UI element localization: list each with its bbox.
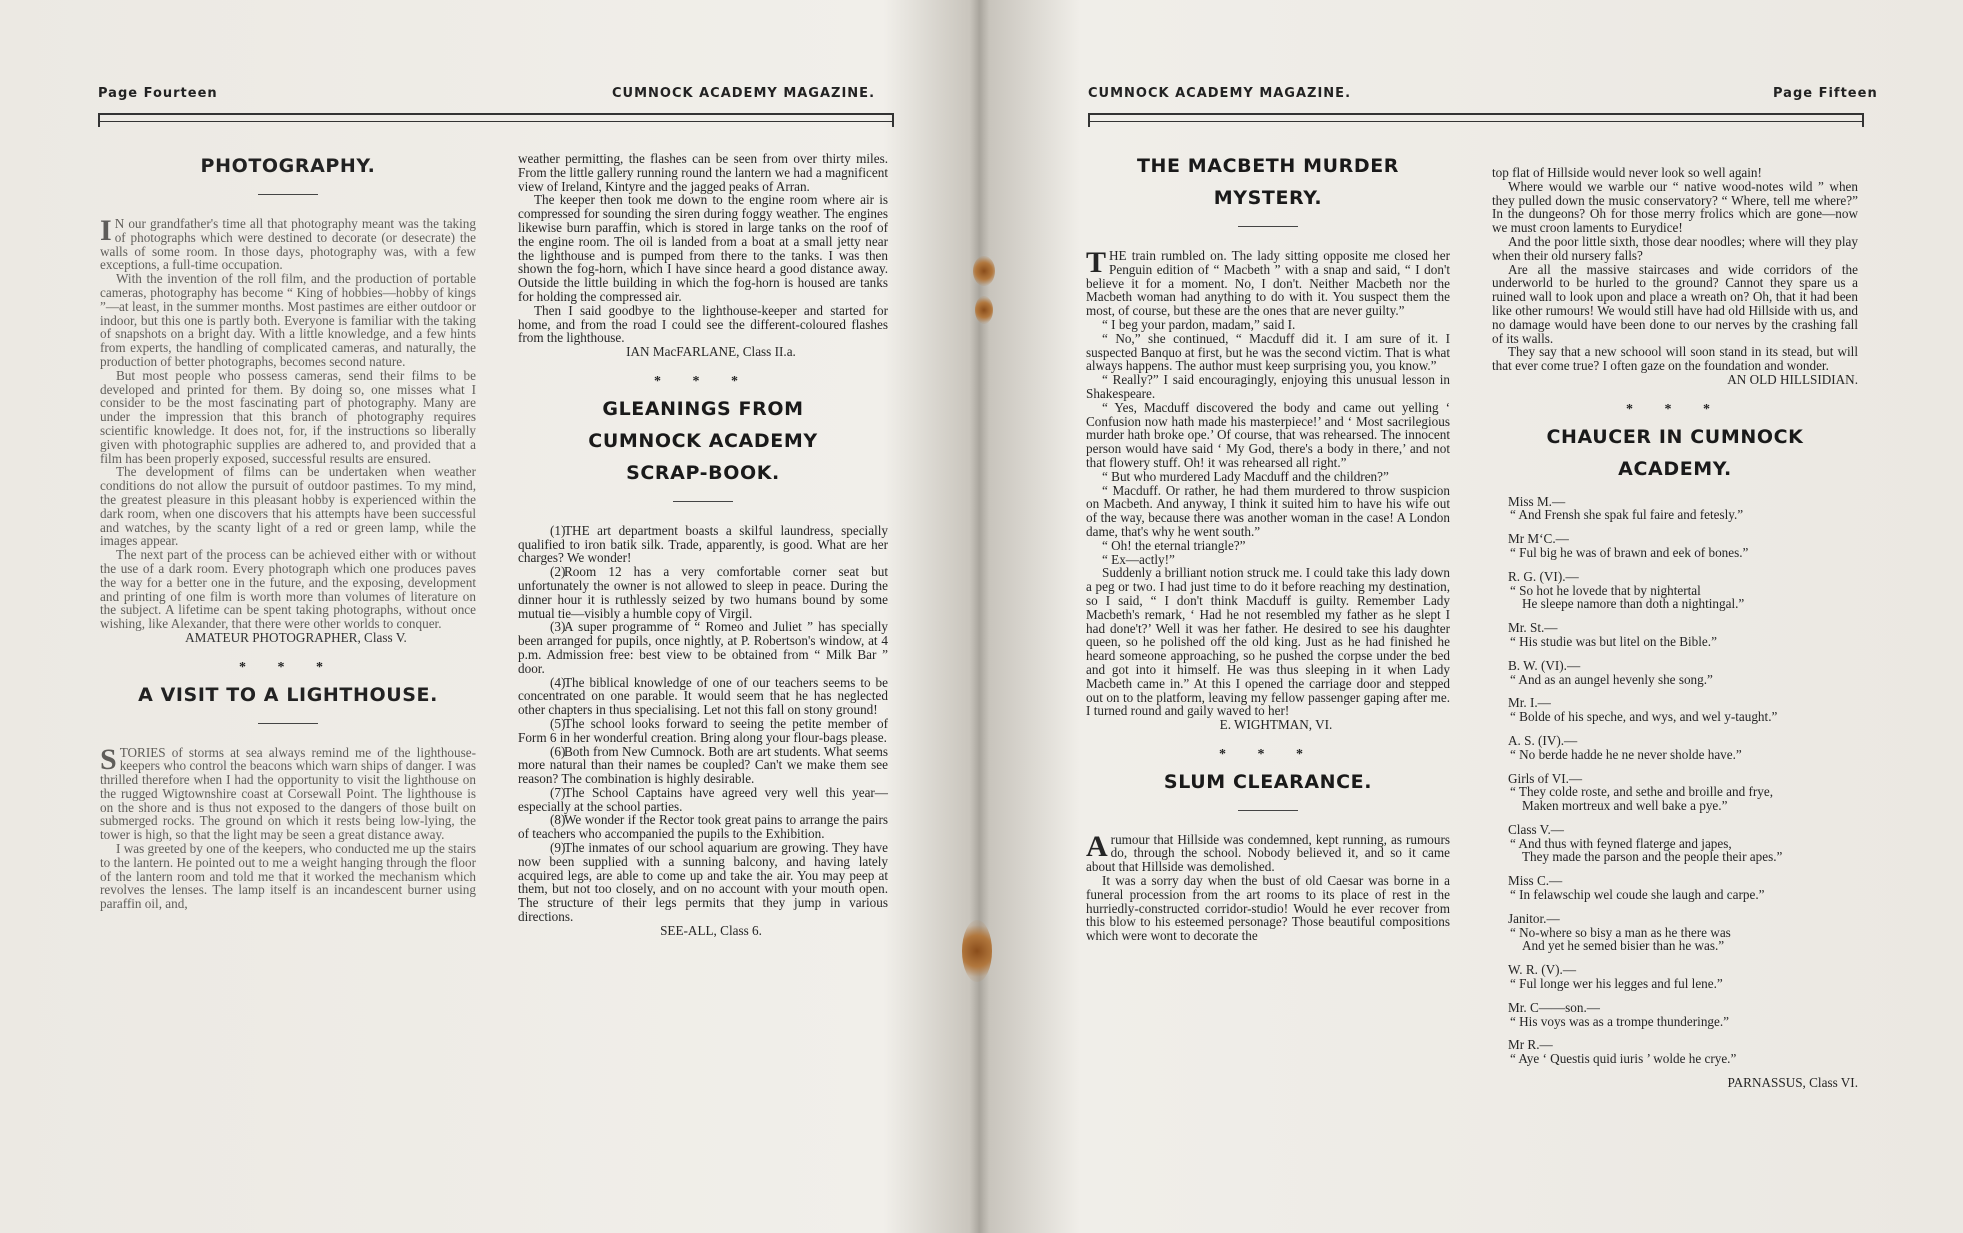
author-signature: AN OLD HILLSIDIAN.	[1727, 371, 1858, 387]
chaucer-entry	[1492, 495, 1858, 523]
paragraph: “ I beg your pardon, madam,” said I.	[1102, 316, 1296, 332]
gleaning-number: (5)	[550, 715, 566, 731]
paragraph: The development of films can be undertaken when weather conditions do not allow the pursuit of outdoor pastimes. To my mind, the greatest pleasure in this pleasant hobby is experienced within the dark room, when one discovers that his attempts have been successful and watches, by the scanty light of a red or green lamp, while the images appear.	[100, 464, 476, 549]
gleaning-text: Both from New Cumnock. Both are art students. What seems more natural than their names be coupled? Can't we make them see reason? The combination is highly desirable.	[518, 743, 888, 787]
author-signature: AMATEUR PHOTOGRAPHER, Class V.	[185, 629, 407, 645]
chaucer-subject: Miss C.—	[1508, 873, 1563, 889]
title-separator	[673, 501, 733, 502]
chaucer-entry	[1492, 823, 1858, 864]
chaucer-entry	[1492, 570, 1858, 611]
gleaning-text: THE art department boasts a skilful laundress, specially qualified to iron batik silk. Trade, apparently, is good. What are her charges? We wonder!	[518, 522, 888, 566]
chaucer-entry	[1492, 734, 1858, 762]
chaucer-quote-line: “ And as an aungel hevenly she song.”	[1510, 671, 1713, 687]
gleaning-item	[518, 745, 888, 786]
gleaning-item	[518, 620, 888, 675]
gleaning-number: (1)	[550, 522, 566, 538]
paragraph: top flat of Hillside would never look so well again!	[1492, 165, 1762, 180]
chaucer-subject: Mr. St.—	[1508, 620, 1558, 636]
title-separator	[258, 194, 318, 195]
drop-cap: T	[1086, 246, 1107, 279]
gleaning-item	[518, 524, 888, 565]
paragraph: But most people who possess cameras, send their films to be developed and printed for them. By doing so, one misses what I consider to be the most fascinating part of photography. Many are under the impression that this branch of photography requires scientific knowledge. It does not, for, if the instructions so liberally given with photographic supplies are adhered to, and provided that a film has been properly exposed, successful results are ensured.	[100, 367, 476, 466]
chaucer-quote-line: “ Ful longe wer his legges and ful lene.”	[1510, 976, 1723, 992]
chaucer-quote-line: “ No-where so bisy a man as he there was	[1510, 924, 1731, 940]
paragraph: “ Really?” I said encouragingly, enjoying this unusual lesson in Shakespeare.	[1086, 372, 1450, 401]
staple-stain-middle	[975, 296, 993, 324]
chaucer-entry	[1492, 659, 1858, 687]
paragraph: “ Macduff. Or rather, he had them murdered to throw suspicion on Macbeth. And anyway, I think it suited him to have his wife out of the way, because there was another woman in the case! A London dame, that's why he went south.”	[1086, 482, 1450, 539]
article-title-gleanings: GLEANINGS FROM CUMNOCK ACADEMY SCRAP-BOOK.	[588, 397, 818, 484]
article-title-macbeth: THE MACBETH MURDER MYSTERY.	[1136, 155, 1400, 209]
gleaning-number: (7)	[550, 784, 566, 800]
gleaning-text: The biblical knowledge of one of our teachers seems to be concentrated on one parable. It would seem that he has neglected other chapters in thus specialising. Let not this fall on stony ground!	[518, 674, 888, 718]
chaucer-entry	[1492, 912, 1858, 953]
column-right-1	[1086, 150, 1450, 943]
chaucer-quote-line: “ Aye ‘ Questis quid iuris ’ wolde he crye.”	[1510, 1051, 1737, 1067]
chaucer-quote-line: “ Ful big he was of brawn and eek of bones.”	[1510, 544, 1749, 560]
chaucer-subject: B. W. (VI).—	[1508, 657, 1581, 673]
section-divider-stars: * * *	[1219, 746, 1317, 762]
chaucer-entry	[1492, 696, 1858, 724]
chaucer-quote-line: He sleepe namore than doth a nightingal.”	[1522, 596, 1745, 612]
paragraph: “ Yes, Macduff discovered the body and came out yelling ‘ Confusion now hath made his masterpiece!’ and ‘ Most sacrilegious murder hath broke ope.’ Of course, that was rehearsed. The innocent person would have said ‘ My God, there's a body in there,’ and not that flowery stuff. Oh! it was rehearsed all right.”	[1086, 399, 1450, 470]
chaucer-entry	[1492, 963, 1858, 991]
paragraph: “ But who murdered Lady Macduff and the children?”	[1102, 468, 1389, 484]
chaucer-subject: Mr. I.—	[1508, 695, 1551, 711]
section-divider-stars: * * *	[1626, 401, 1724, 417]
chaucer-subject: R. G. (VI).—	[1508, 568, 1579, 584]
gleaning-text: We wonder if the Rector took great pains to arrange the pairs of teachers who accompanied the pupils to the Exhibition.	[518, 812, 888, 842]
paragraph: And the poor little sixth, those dear noodles; where will they play when their old nursery falls?	[1492, 233, 1858, 263]
gleaning-text: The inmates of our school aquarium are growing. They have now been supplied with a sunning balcony, and having lately acquired legs, are able to come up and take the air. You may peep at them, but not too closely, and on no account with your mouth open. The structure of their legs permits that they jump in various directions.	[518, 840, 888, 925]
title-separator	[258, 723, 318, 724]
paragraph: The keeper then took me down to the engine room where air is compressed for sounding the siren during foggy weather. The engines likewise burn paraffin, which is stored in large tanks on the roof of the engine room. The oil is landed from a boat at a small jetty near the lighthouse and is pumped from there to the tanks. I was then shown the fog-horn, which I have since heard a good distance away. Outside the little building in which the fog-horn is housed are tanks for holding the compressed air.	[518, 192, 888, 304]
chaucer-quote-line: “ And thus with feyned flaterge and japes,	[1510, 835, 1732, 851]
column-left-1	[100, 150, 476, 911]
chaucer-quote-line: “ His voys was as a trompe thunderinge.”	[1510, 1013, 1730, 1029]
chaucer-quote-line: Maken mortreux and well bake a pye.”	[1522, 798, 1728, 814]
gleaning-text: The School Captains have agreed very well this year—especially at the school parties.	[518, 784, 888, 814]
paragraph: The next part of the process can be achieved either with or without the use of a dark room. Every photograph which one produces paves the way for a better one in the future, and the exposing, development and printing of one film is worth more than volumes of literature on the subject. A lifetime can be spent taking photographs, without once wishing, like Alexander, that there were other worlds to conquer.	[100, 547, 476, 632]
column-left-2	[518, 152, 888, 938]
chaucer-subject: Class V.—	[1508, 821, 1564, 837]
column-right-2	[1492, 166, 1858, 1090]
left-page	[0, 0, 975, 1233]
paragraph: It was a sorry day when the bust of old Caesar was borne in a funeral procession from the art rooms to its place of rest in the hurriedly-constructed corridor-studio! Would he ever recover from this blow to his esteemed personage? Those beautiful compositions which were wont to decorate the	[1086, 873, 1450, 944]
gleaning-item	[518, 565, 888, 620]
article-title-lighthouse: A VISIT TO A LIGHTHOUSE.	[138, 683, 438, 706]
chaucer-entry	[1492, 1038, 1858, 1066]
paragraph: THE train rumbled on. The lady sitting opposite me closed her Penguin edition of “ Macbeth ” with a snap and said, “ I don't believe it for a moment. No, I don't. Neither Macbeth nor the Macbeth woman had anything to do with it. You suspect them the most, of course, but these are the ones that are never guilty.”	[1086, 246, 1450, 319]
staple-stain-top	[973, 256, 995, 286]
chaucer-subject: Mr R.—	[1508, 1037, 1553, 1053]
gleaning-item	[518, 717, 888, 745]
chaucer-subject: Mr M‘C.—	[1508, 531, 1569, 547]
gleaning-item	[518, 841, 888, 924]
gleaning-number: (6)	[550, 743, 566, 759]
article-title-chaucer: CHAUCER IN CUMNOCK ACADEMY.	[1546, 425, 1804, 480]
gleaning-item	[518, 786, 888, 814]
chaucer-subject: Mr. C——son.—	[1508, 999, 1600, 1015]
drop-cap: A	[1086, 829, 1108, 863]
chaucer-quote-line: “ His studie was but litel on the Bible.”	[1510, 633, 1717, 649]
paragraph: STORIES of storms at sea always remind me of the lighthouse-keepers who control the beacons which warn ships of danger. I was thrilled therefore when I had the opportunity to visit the lighthouse on the rugged Wigtownshire coast at Corsewall Point. The lighthouse is on the shore and is thus not exposed to the dangers of those built on submerged rocks. The ground on which it rests being low-lying, the tower is high, so that the light may be seen a great distance away.	[100, 742, 476, 843]
section-divider-stars: * * *	[654, 373, 752, 389]
chaucer-subject: Girls of VI.—	[1508, 770, 1583, 786]
chaucer-entry	[1492, 621, 1858, 649]
magazine-title: CUMNOCK ACADEMY MAGAZINE.	[1088, 86, 1352, 101]
chaucer-subject: W. R. (V).—	[1508, 962, 1577, 978]
paragraph: Where would we warble our “ native wood-notes wild ” when they pulled down the music conservatory? “ Where, tell me where?” In the dungeons? Oh for those merry frolics which are gone—now we must croon laments to Eurydice!	[1492, 178, 1858, 236]
gleaning-text: A super programme of “ Romeo and Juliet ” has specially been arranged for pupils, once nightly, at P. Robertson's window, at 4 p.m. Admission free: best view to be obtained from “ Milk Bar ” door.	[518, 619, 888, 676]
chaucer-entry	[1492, 874, 1858, 902]
chaucer-subject: A. S. (IV).—	[1508, 732, 1578, 748]
paragraph: I N our grandfather's time all that photography meant was the taking of photographs which were destined to decorate (or desecrate) the walls of some room. In those days, photography was, with a few exceptions, a full-time occupation.	[100, 214, 476, 273]
gleaning-number: (8)	[550, 812, 566, 828]
header-rule	[98, 113, 894, 122]
title-separator	[1238, 810, 1298, 811]
paragraph: Arumour that Hillside was condemned, kept running, as rumours do, through the school. Nobody believed it, and so it came about that Hillside was demolished.	[1086, 829, 1450, 875]
gleanings-list	[518, 524, 888, 924]
chaucer-entry	[1492, 532, 1858, 560]
drop-cap: S	[100, 742, 117, 776]
chaucer-subject: Janitor.—	[1508, 910, 1560, 926]
paragraph: Suddenly a brilliant notion struck me. I could take this lady down a peg or two. I had just time to do it before reaching my destination, so I said, “ I don't think Macduff is guilty. Remember Lady Macbeth's remark, ‘ Had he not resembled my father as he slept I had done't?’ Well it was her father. He desired to see his daughter queen, so he polished off the old king. Just as he had finished he heard someone approaching, so he pushed the corpse under the bed and got into it himself. He was thus sleeping in it when Lady Macbeth came in.” At this I opened the carriage door and stepped out on to the platform, leaving my fellow passenger gaping after me. I turned round and gaily waved to her!	[1086, 565, 1450, 719]
chaucer-quote-line: “ In felawschip wel coude she laugh and carpe.”	[1510, 887, 1765, 903]
gleaning-number: (2)	[550, 564, 566, 580]
chaucer-quote-line: “ They colde roste, and sethe and broille and frye,	[1510, 784, 1774, 800]
article-title-photography: PHOTOGRAPHY.	[200, 155, 376, 177]
author-signature: PARNASSUS, Class VI.	[1727, 1075, 1858, 1091]
right-page	[1000, 0, 1963, 1233]
chaucer-quote-line: “ So hot he lovede that by nightertal	[1510, 582, 1701, 598]
page-number: Page Fourteen	[98, 86, 218, 101]
paragraph: “ Oh! the eternal triangle?”	[1102, 537, 1246, 553]
chaucer-quote-line: “ No berde hadde he ne never sholde have.”	[1510, 746, 1742, 762]
page-number: Page Fifteen	[1773, 86, 1878, 101]
paragraph: “ Ex—actly!”	[1102, 551, 1175, 567]
chaucer-entry	[1492, 1001, 1858, 1029]
chaucer-subject: Miss M.—	[1508, 493, 1566, 509]
author-signature: IAN MacFARLANE, Class II.a.	[626, 344, 796, 360]
header-rule	[1088, 113, 1864, 122]
gleaning-number: (3)	[550, 619, 566, 635]
gleaning-item	[518, 813, 888, 841]
magazine-title: CUMNOCK ACADEMY MAGAZINE.	[612, 86, 876, 101]
paragraph: Are all the massive staircases and wide corridors of the underworld to be hurled to the ground? Cannot they spare us a ruined wall to look upon and place a wreath on? Oh, that it had been like other rumours! We would still have had old Hillside with us, and no damage would have been done to our nerves by the crashing fall of its walls.	[1492, 261, 1858, 346]
gleaning-text: The school looks forward to seeing the petite member of Form 6 in her wonderful creation. Bring along your flour-bags please.	[518, 715, 888, 745]
paragraph: “ No,” she continued, “ Macduff did it. I am sure of it. I suspected Banquo at first, but he was the second victim. That is what always happens. The author must keep surprising you, you know.”	[1086, 330, 1450, 374]
gleaning-number: (9)	[550, 840, 566, 856]
author-signature: SEE-ALL, Class 6.	[660, 922, 762, 938]
chaucer-list	[1492, 495, 1858, 1067]
chaucer-quote-line: “ Bolde of his speche, and wys, and wel y-taught.”	[1510, 709, 1778, 725]
title-separator	[1238, 226, 1298, 227]
chaucer-quote-line: They made the parson and the people their apes.”	[1522, 849, 1783, 865]
chaucer-quote-line: “ And Frensh she spak ful faire and fetesly.”	[1510, 507, 1744, 523]
section-divider-stars: * * *	[239, 659, 337, 675]
paragraph: Then I said goodbye to the lighthouse-keeper and started for home, and from the road I could see the different-coloured flashes from the lighthouse.	[518, 302, 888, 346]
chaucer-quote-line: And yet he semed bisier than he was.”	[1522, 938, 1725, 954]
paragraph: With the invention of the roll film, and the production of portable cameras, photography has become “ King of hobbies—hobby of kings ”—at least, in the summer months. Most pastimes are either outdoor or indoor, but this one is partly both. Everyone is familiar with the taking of snapshots on a bright day. With a little knowledge, and a few hints from experts, the handling of complicated cameras, and naturally, the production of better photographs, becomes second nature.	[100, 271, 476, 369]
paragraph: weather permitting, the flashes can be seen from over thirty miles. From the little gallery running round the lantern we had a magnificent view of Ireland, Kintyre and the jagged peaks of Arran.	[518, 151, 888, 194]
chaucer-entry	[1492, 772, 1858, 813]
paragraph: I was greeted by one of the keepers, who conducted me up the stairs to the lantern. He pointed out to me a weight hanging through the floor of the lantern room and told me that it worked the mechanism which revolves the lenses. The lamp itself is an incandescent burner using paraffin oil, and,	[100, 841, 476, 912]
author-signature: E. WIGHTMAN, VI.	[1219, 717, 1333, 733]
drop-cap: I	[100, 214, 112, 247]
gleaning-number: (4)	[550, 674, 566, 690]
gleaning-item	[518, 676, 888, 717]
article-title-slum-clearance: SLUM CLEARANCE.	[1163, 770, 1373, 793]
gleaning-text: Room 12 has a very comfortable corner seat but unfortunately the owner is not allowed to sleep in peace. During the dinner hour it is ruthlessly seized by two humans bound by some mutual tie—visibly a humble copy of Virgil.	[518, 564, 888, 621]
paragraph: They say that a new schoool will soon stand in its stead, but will that ever come true? I often gaze on the foundation and wonder.	[1492, 344, 1858, 374]
